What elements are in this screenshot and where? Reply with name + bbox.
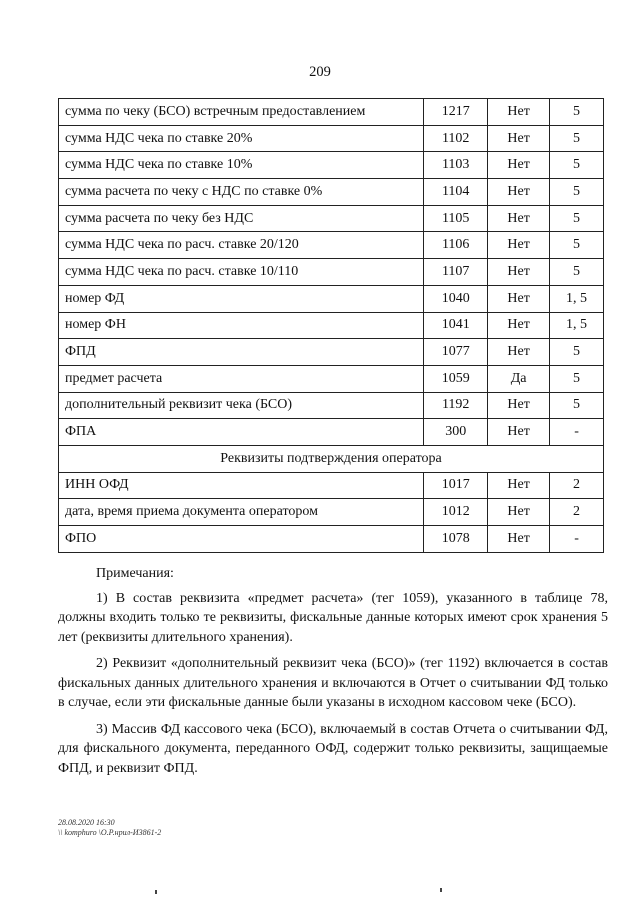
cell-tag: 1041 bbox=[424, 312, 488, 339]
stamp-date: 28.08.2020 16:30 bbox=[58, 818, 115, 827]
cell-format: 5 bbox=[550, 339, 604, 366]
cell-tag: 1104 bbox=[424, 179, 488, 206]
cell-required: Нет bbox=[488, 339, 550, 366]
cell-tag: 1102 bbox=[424, 125, 488, 152]
cell-format: 5 bbox=[550, 232, 604, 259]
table-row bbox=[59, 312, 604, 339]
requisites-table-body bbox=[59, 99, 604, 553]
notes-block bbox=[58, 564, 608, 785]
cell-format: 5 bbox=[550, 99, 604, 126]
cell-name: ФПД bbox=[59, 339, 424, 366]
cell-format: 5 bbox=[550, 392, 604, 419]
cell-required: Нет bbox=[488, 152, 550, 179]
cell-name: сумма НДС чека по расч. ставке 20/120 bbox=[59, 232, 424, 259]
cell-tag: 1107 bbox=[424, 259, 488, 286]
cell-tag: 1192 bbox=[424, 392, 488, 419]
table-row bbox=[59, 205, 604, 232]
cell-format: 5 bbox=[550, 205, 604, 232]
table-row bbox=[59, 179, 604, 206]
cell-tag: 1217 bbox=[424, 99, 488, 126]
table-row bbox=[59, 499, 604, 526]
table-row bbox=[59, 526, 604, 553]
cell-required: Нет bbox=[488, 392, 550, 419]
table-row bbox=[59, 392, 604, 419]
scan-mark bbox=[440, 888, 442, 892]
cell-format: 1, 5 bbox=[550, 285, 604, 312]
page-number: 209 bbox=[309, 64, 331, 80]
cell-required: Нет bbox=[488, 99, 550, 126]
cell-format: 1, 5 bbox=[550, 312, 604, 339]
cell-tag: 1017 bbox=[424, 472, 488, 499]
note-3: 3) Массив ФД кассового чека (БСО), включаемый в состав Отчета о считывании ФД, для фискального документа, переданного ОФД, содержит только реквизиты, защищаемые ФПД, и реквизит ФПД. bbox=[58, 721, 608, 776]
cell-name: дополнительный реквизит чека (БСО) bbox=[59, 392, 424, 419]
cell-required: Нет bbox=[488, 259, 550, 286]
table-row bbox=[59, 285, 604, 312]
cell-format: - bbox=[550, 419, 604, 446]
cell-format: 5 bbox=[550, 152, 604, 179]
table-row bbox=[59, 152, 604, 179]
cell-tag: 1012 bbox=[424, 499, 488, 526]
cell-name: ФПА bbox=[59, 419, 424, 446]
requisites-table bbox=[58, 98, 604, 553]
cell-required: Нет bbox=[488, 285, 550, 312]
cell-tag: 1103 bbox=[424, 152, 488, 179]
table-row bbox=[59, 472, 604, 499]
notes-heading: Примечания: bbox=[96, 566, 174, 581]
cell-required: Нет bbox=[488, 499, 550, 526]
cell-format: 5 bbox=[550, 179, 604, 206]
cell-required: Нет bbox=[488, 232, 550, 259]
table-row bbox=[59, 365, 604, 392]
cell-required: Да bbox=[488, 365, 550, 392]
note-1: 1) В состав реквизита «предмет расчета» (тег 1059), указанного в таблице 78, должны входить только те реквизиты, фискальные данные которых имеют срок хранения 5 лет (реквизиты длительного хранения). bbox=[58, 590, 608, 645]
cell-name: сумма расчета по чеку без НДС bbox=[59, 205, 424, 232]
cell-tag: 1040 bbox=[424, 285, 488, 312]
cell-required: Нет bbox=[488, 419, 550, 446]
table-row bbox=[59, 259, 604, 286]
cell-required: Нет bbox=[488, 312, 550, 339]
cell-name: сумма НДС чека по ставке 10% bbox=[59, 152, 424, 179]
cell-name: сумма по чеку (БСО) встречным предоставлением bbox=[59, 99, 424, 126]
cell-name: сумма НДС чека по ставке 20% bbox=[59, 125, 424, 152]
cell-format: - bbox=[550, 526, 604, 553]
cell-format: 2 bbox=[550, 472, 604, 499]
cell-name: номер ФД bbox=[59, 285, 424, 312]
cell-tag: 1105 bbox=[424, 205, 488, 232]
cell-name: дата, время приема документа оператором bbox=[59, 499, 424, 526]
cell-format: 5 bbox=[550, 365, 604, 392]
note-2: 2) Реквизит «дополнительный реквизит чека (БСО)» (тег 1192) включается в состав фискальных данных длительного хранения и включаются в Отчет о считывании ФД только в случае, если эти фискальные данные были указаны в исходном кассовом чеке (БСО). bbox=[58, 656, 608, 710]
cell-format: 2 bbox=[550, 499, 604, 526]
cell-format: 5 bbox=[550, 125, 604, 152]
table-row bbox=[59, 232, 604, 259]
section-title: Реквизиты подтверждения оператора bbox=[59, 445, 604, 472]
cell-tag: 1078 bbox=[424, 526, 488, 553]
cell-name: ФПО bbox=[59, 526, 424, 553]
scan-mark bbox=[155, 890, 157, 894]
cell-required: Нет bbox=[488, 179, 550, 206]
table-row bbox=[59, 125, 604, 152]
table-row bbox=[59, 339, 604, 366]
cell-required: Нет bbox=[488, 472, 550, 499]
cell-required: Нет bbox=[488, 205, 550, 232]
cell-tag: 1077 bbox=[424, 339, 488, 366]
cell-format: 5 bbox=[550, 259, 604, 286]
table-row bbox=[59, 99, 604, 126]
table-row bbox=[59, 419, 604, 446]
cell-name: ИНН ОФД bbox=[59, 472, 424, 499]
document-stamp bbox=[58, 818, 161, 838]
cell-tag: 300 bbox=[424, 419, 488, 446]
cell-name: сумма НДС чека по расч. ставке 10/110 bbox=[59, 259, 424, 286]
cell-name: сумма расчета по чеку с НДС по ставке 0% bbox=[59, 179, 424, 206]
cell-required: Нет bbox=[488, 526, 550, 553]
cell-name: предмет расчета bbox=[59, 365, 424, 392]
cell-required: Нет bbox=[488, 125, 550, 152]
cell-tag: 1106 bbox=[424, 232, 488, 259]
stamp-reference: \\ komphuro \О.Р.нрил-И3861-2 bbox=[58, 828, 162, 837]
cell-name: номер ФН bbox=[59, 312, 424, 339]
section-row bbox=[59, 445, 604, 472]
cell-tag: 1059 bbox=[424, 365, 488, 392]
